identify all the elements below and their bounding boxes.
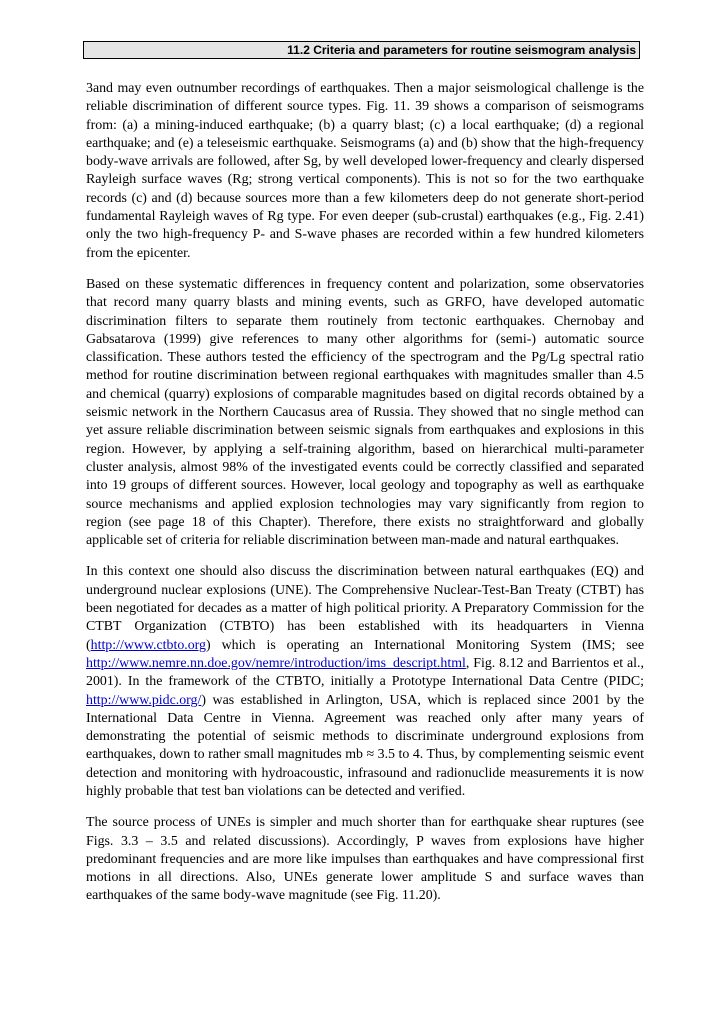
- paragraph-1: [86, 80, 644, 263]
- paragraph-text: , Fig. 8.12 and Barrientos et al., 2001). In the framework of the CTBTO, initially a Prototype International Data Centre (PIDC;: [86, 655, 644, 690]
- paragraph-4: [86, 814, 644, 905]
- paragraph-text: In this context one should also discuss the discrimination between natural earthquakes (EQ) and underground nuclear explosions (UNE). The Comprehensive Nuclear-Test-Ban Treaty (CTBT) has been negotiated for decades as a matter of high political priority. A Preparatory Commission for the CTBT Organization (CTBTO) has been established with its headquarters in Vienna (: [86, 564, 644, 653]
- paragraph-text: 3and may even outnumber recordings of earthquakes. Then a major seismological challenge is the reliable discrimination of different source types. Fig. 11. 39 shows a comparison of seismograms from: (a) a mining-induced earthquake; (b) a quarry blast; (c) a local earthquake; (d) a regional earthquake; and (e) a teleseismic earthquake. Seismograms (a) and (b) show that the high-frequency body-wave arrivals are followed, after Sg, by well developed lower-frequency and clearly dispersed Rayleigh surface waves (Rg; strong vertical components). This is not so for the two earthquake records (c) and (d) because sources more than a few kilometers deep do not generate short-period fundamental Rayleigh waves of Rg type. For even deeper (sub-crustal) earthquakes (e.g., Fig. 2.41) only the two high-frequency P- and S-wave phases are recorded within a few hundred kilometers from the epicenter.: [86, 81, 644, 261]
- ims-descript-link[interactable]: http://www.nemre.nn.doe.gov/nemre/introduction/ims_descript.html: [86, 655, 466, 671]
- pidc-link[interactable]: http://www.pidc.org/: [86, 692, 202, 708]
- paragraph-text: The source process of UNEs is simpler and much shorter than for earthquake shear ruptures (see Figs. 3.3 – 3.5 and related discussions). Accordingly, P waves from explosions have higher predominant frequencies and are more like impulses than earthquakes and have compressional first motions in all directions. Also, UNEs generate lower amplitude S and surface waves than earthquakes of the same body-wave magnitude (see Fig. 11.20).: [86, 815, 644, 904]
- paragraph-text: ) was established in Arlington, USA, which is replaced since 2001 by the International Data Centre in Vienna. Agreement was reached only after many years of demonstrating the potential of seismic methods to discriminate underground explosions from earthquakes, down to rather small magnitudes mb ≈ 3.5 to 4. Thus, by complementing seismic event detection and monitoring with hydroacoustic, infrasound and radionuclide measurements it is now highly probable that test ban violations can be detected and verified.: [86, 692, 644, 799]
- paragraph-text: ) which is operating an International Monitoring System (IMS; see: [206, 637, 644, 653]
- section-header-title: 11.2 Criteria and parameters for routine seismogram analysis: [287, 43, 636, 57]
- section-header: [83, 41, 640, 59]
- paragraph-3: [86, 563, 644, 801]
- paragraph-text: Based on these systematic differences in frequency content and polarization, some observatories that record many quarry blasts and mining events, such as GRFO, have developed automatic discrimination filters to separate them routinely from tectonic earthquakes. Chernobay and Gabsatarova (1999) give references to many other algorithms for (semi-) automatic source classification. These authors tested the efficiency of the spectrogram and the Pg/Lg spectral ratio method for routine discrimination between regional earthquakes with magnitudes smaller than 4.5 and chemical (quarry) explosions of comparable magnitudes based on digital records obtained by a seismic network in the Northern Caucasus area of Russia. They showed that no single method can yet assure reliable discrimination between seismic signals from earthquakes and explosions in this region. However, by applying a self-training algorithm, based on hierarchical multi-parameter cluster analysis, almost 98% of the investigated events could be correctly classified and separated into 19 groups of different sources. However, local geology and topography as well as earthquake source mechanisms and applied explosion technologies may vary significantly from region to region (see page 18 of this Chapter). Therefore, there exists no straightforward and globally applicable set of criteria for reliable discrimination between man-made and natural earthquakes.: [86, 276, 644, 549]
- ctbto-link[interactable]: http://www.ctbto.org: [90, 637, 207, 653]
- body-text: [86, 80, 644, 919]
- paragraph-2: [86, 276, 644, 550]
